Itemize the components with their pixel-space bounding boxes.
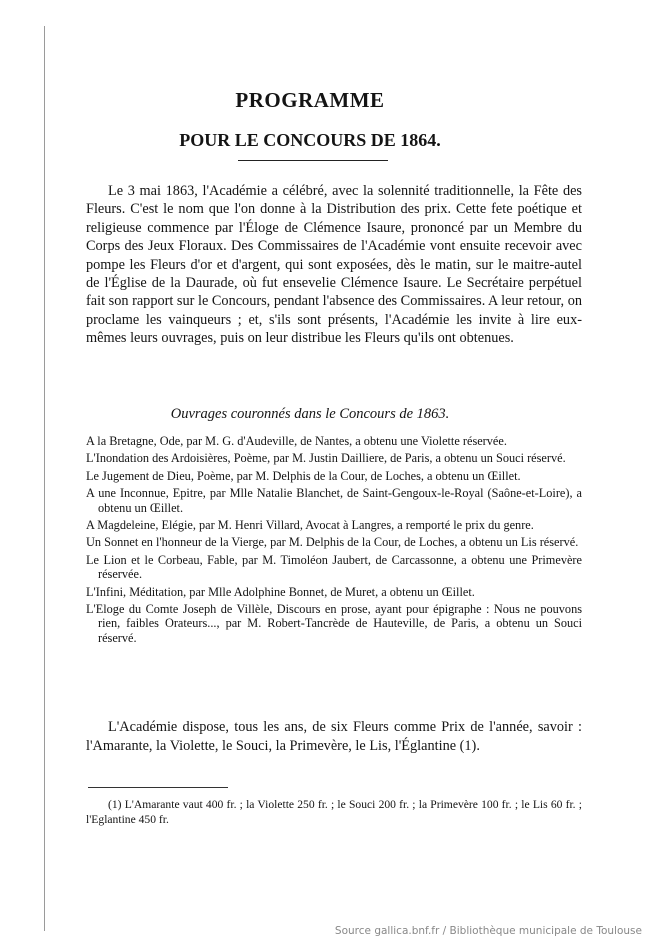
awards-list <box>86 434 582 648</box>
page-subtitle: POUR LE CONCOURS DE 1864. <box>179 130 441 150</box>
list-item: Le Jugement de Dieu, Poème, par M. Delphis de la Cour, de Loches, a obtenu un Œillet. <box>86 468 521 483</box>
list-item: A la Bretagne, Ode, par M. G. d'Audeville, de Nantes, a obtenu une Violette réservée. <box>86 434 507 448</box>
list-item: A une Inconnue, Epitre, par Mlle Natalie Blanchet, de Saint-Gengoux-le-Royal (Saône-et-Loire), a obtenu un Œillet. <box>86 486 582 515</box>
page-margin-line <box>44 26 45 931</box>
footnote-rule <box>88 787 228 788</box>
title-rule <box>238 160 388 161</box>
page-title: PROGRAMME <box>235 88 385 112</box>
intro-paragraph: Le 3 mai 1863, l'Académie a célébré, avec la solennité traditionnelle, la Fête des Fleurs. C'est le nom que l'on donne à la Distribution des prix. Cette fete poétique et religieuse commence par l'Éloge de Clémence Isaure, prononcé par un Membre du Corps des Jeux Floraux. Des Commissaires de l'Académie vont ensuite recevoir avec pompe les Fleurs d'or et d'argent, qui sont exposées, dès le matin, sur le maitre-autel de l'Église de la Daurade, où fut ensevelie Clémence Isaure. Le Secrétaire perpétuel fait son rapport sur le Concours, pendant l'absence des Commissaires. A leur retour, on proclame les vainqueurs ; et, s'ils sont présents, l'Académie les invite à lire eux-mêmes leurs ouvrages, puis on leur distribue les Fleurs qu'ils ont obtenues. <box>86 183 582 347</box>
source-credit: Source gallica.bnf.fr / Bibliothèque municipale de Toulouse <box>334 925 642 937</box>
list-item: L'Inondation des Ardoisières, Poème, par M. Justin Dailliere, de Paris, a obtenu un Souci réservé. <box>86 451 566 466</box>
section-heading: Ouvrages couronnés dans le Concours de 1863. <box>170 406 450 422</box>
list-item: A Magdeleine, Elégie, par M. Henri Villard, Avocat à Langres, a remporté le prix du genre. <box>86 518 534 533</box>
summary-paragraph: L'Académie dispose, tous les ans, de six Fleurs comme Prix de l'année, savoir : l'Amarante, la Violette, le Souci, la Primevère, le Lis, l'Églantine (1). <box>86 719 582 754</box>
list-item: L'Eloge du Comte Joseph de Villèle, Discours en prose, ayant pour épigraphe : Nous ne pouvons rien, faibles Orateurs..., par M. Robert-Tancrède de Hauteville, de Paris, a obtenu un Souci réservé. <box>86 602 582 645</box>
list-item: L'Infini, Méditation, par Mlle Adolphine Bonnet, de Muret, a obtenu un Œillet. <box>86 584 475 599</box>
list-item: Un Sonnet en l'honneur de la Vierge, par M. Delphis de la Cour, de Loches, a obtenu un Lis réservé. <box>86 535 579 550</box>
list-item: Le Lion et le Corbeau, Fable, par M. Timoléon Jaubert, de Carcassonne, a obtenu une Primevère réservée. <box>86 552 582 582</box>
footnote: (1) L'Amarante vaut 400 fr. ; la Violette 250 fr. ; le Souci 200 fr. ; la Primevère 100 fr. ; le Lis 60 fr. ; l'Eglantine 450 fr. <box>86 798 582 826</box>
